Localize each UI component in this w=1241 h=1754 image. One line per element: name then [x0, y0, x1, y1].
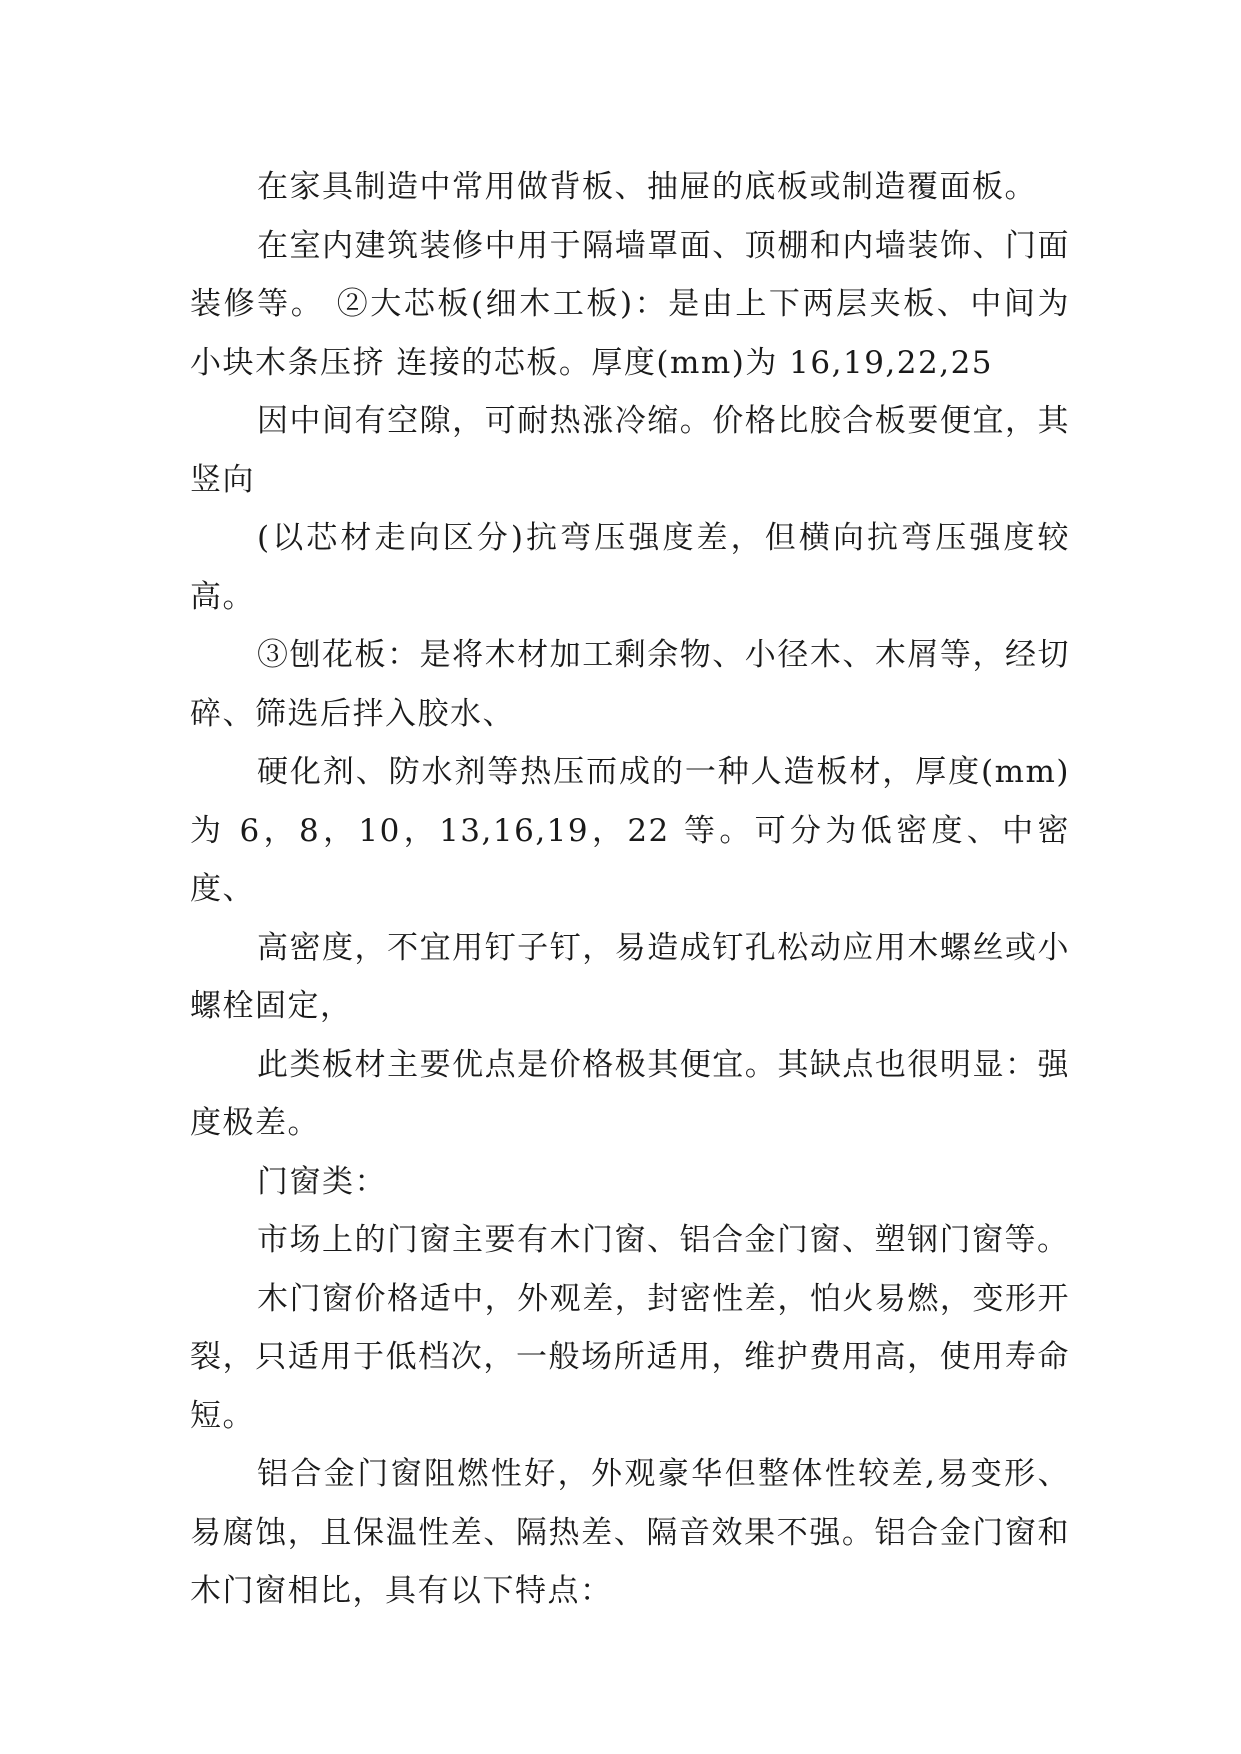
paragraph: 木门窗价格适中，外观差，封密性差，怕火易燃，变形开裂，只适用于低档次，一般场所适用，维护费用高，使用寿命短。 [190, 1280, 1070, 1434]
paragraph: 铝合金门窗阻燃性好，外观豪华但整体性较差,易变形、易腐蚀，且保温性差、隔热差、隔音效果不强。铝合金门窗和木门窗相比，具有以下特点： [190, 1456, 1070, 1609]
paragraph: 因中间有空隙，可耐热涨冷缩。价格比胶合板要便宜，其竖向 [190, 403, 1070, 498]
paragraph: 在室内建筑装修中用于隔墙罩面、顶棚和内墙装饰、门面装修等。 ②大芯板(细木工板)：是由上下两层夹板、中间为小块木条压挤 连接的芯板。厚度(mm)为 16,19,22,25 [190, 227, 1070, 381]
paragraph: 此类板材主要优点是价格极其便宜。其缺点也很明显：强度极差。 [190, 1046, 1070, 1141]
document-body [190, 158, 1070, 1621]
paragraph: (以芯材走向区分)抗弯压强度差，但横向抗弯压强度较高。 [190, 520, 1070, 615]
paragraph: 高密度，不宜用钉子钉，易造成钉孔松动应用木螺丝或小螺栓固定， [190, 929, 1070, 1024]
paragraph: 在家具制造中常用做背板、抽屉的底板或制造覆面板。 [257, 169, 1037, 205]
paragraph: 门窗类： [257, 1163, 387, 1200]
paragraph: 市场上的门窗主要有木门窗、铝合金门窗、塑钢门窗等。 [257, 1222, 1070, 1258]
paragraph: ③刨花板：是将木材加工剩余物、小径木、木屑等，经切碎、筛选后拌入胶水、 [190, 637, 1070, 732]
paragraph: 硬化剂、防水剂等热压而成的一种人造板材，厚度(mm)为 6，8，10，13,16,19，22 等。可分为低密度、中密度、 [190, 754, 1070, 907]
